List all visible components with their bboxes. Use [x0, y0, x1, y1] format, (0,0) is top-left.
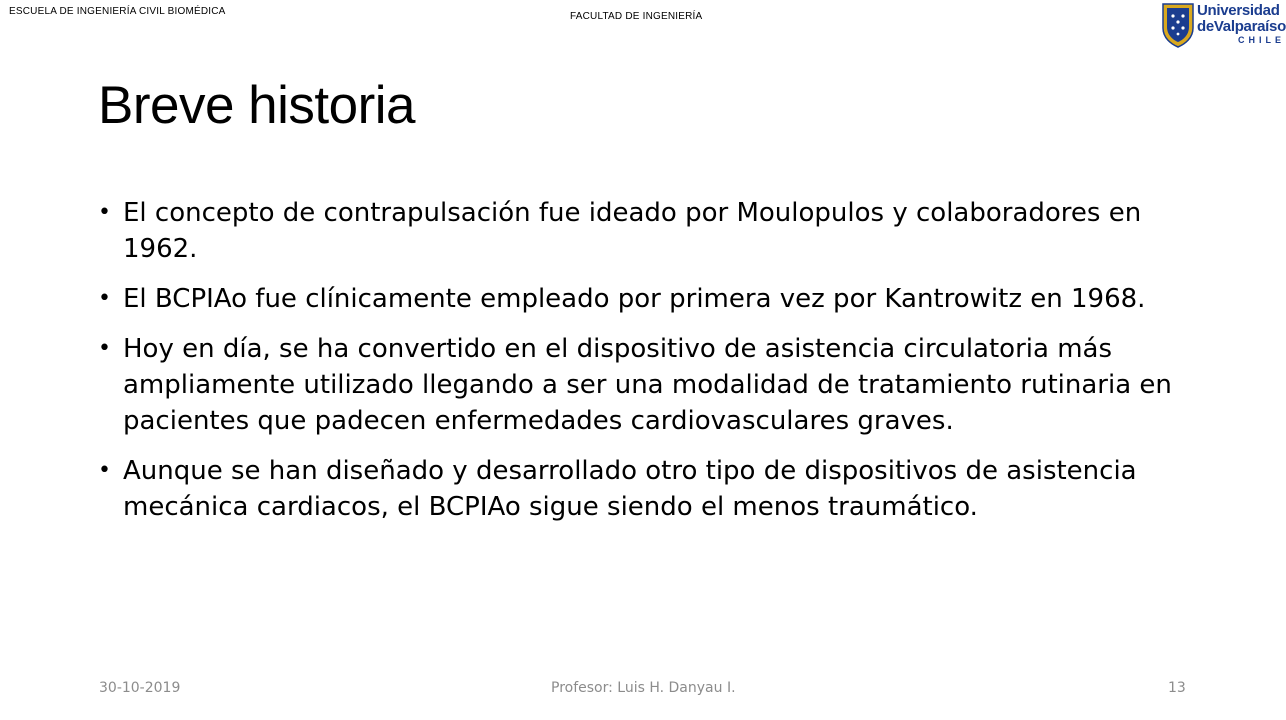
footer-date: 30-10-2019	[99, 680, 181, 696]
bullet-text: El concepto de contrapulsación fue ideado por Moulopulos y colaboradores en 1962.	[123, 198, 1142, 264]
bullet-item	[98, 195, 1188, 267]
footer-page-number: 13	[1168, 680, 1186, 696]
bullet-dot-icon: •	[98, 286, 111, 311]
bullet-dot-icon: •	[98, 200, 111, 225]
bullet-dot-icon: •	[98, 336, 111, 361]
bullet-item	[98, 331, 1188, 439]
bullet-item	[98, 453, 1188, 525]
bullet-text: Aunque se han diseñado y desarrollado otro tipo de dispositivos de asistencia mecánica cardiacos, el BCPIAo sigue siendo el menos traumático.	[123, 456, 1137, 522]
bullet-list	[98, 195, 1188, 539]
bullet-text: Hoy en día, se ha convertido en el dispositivo de asistencia circulatoria más ampliamente utilizado llegando a ser una modalidad de tratamiento rutinaria en pacientes que padecen enfermedades cardiovasculares graves.	[123, 334, 1172, 436]
logo-line-country: CHILE	[1237, 35, 1285, 45]
bullet-dot-icon: •	[98, 458, 111, 483]
school-label: ESCUELA DE INGENIERÍA CIVIL BIOMÉDICA	[9, 6, 226, 17]
faculty-label: FACULTAD DE INGENIERÍA	[570, 11, 703, 22]
logo-wordmark	[1197, 3, 1286, 46]
logo-line-university: Universidad	[1197, 2, 1280, 19]
university-logo	[1161, 0, 1286, 52]
shield-icon	[1161, 2, 1195, 48]
footer-author: Profesor: Luis H. Danyau I.	[551, 680, 736, 696]
bullet-text: El BCPIAo fue clínicamente empleado por primera vez por Kantrowitz en 1968.	[123, 284, 1146, 314]
bullet-item	[98, 281, 1188, 317]
logo-line-valparaiso: deValparaíso	[1197, 18, 1286, 35]
slide-title: Breve historia	[98, 76, 416, 135]
